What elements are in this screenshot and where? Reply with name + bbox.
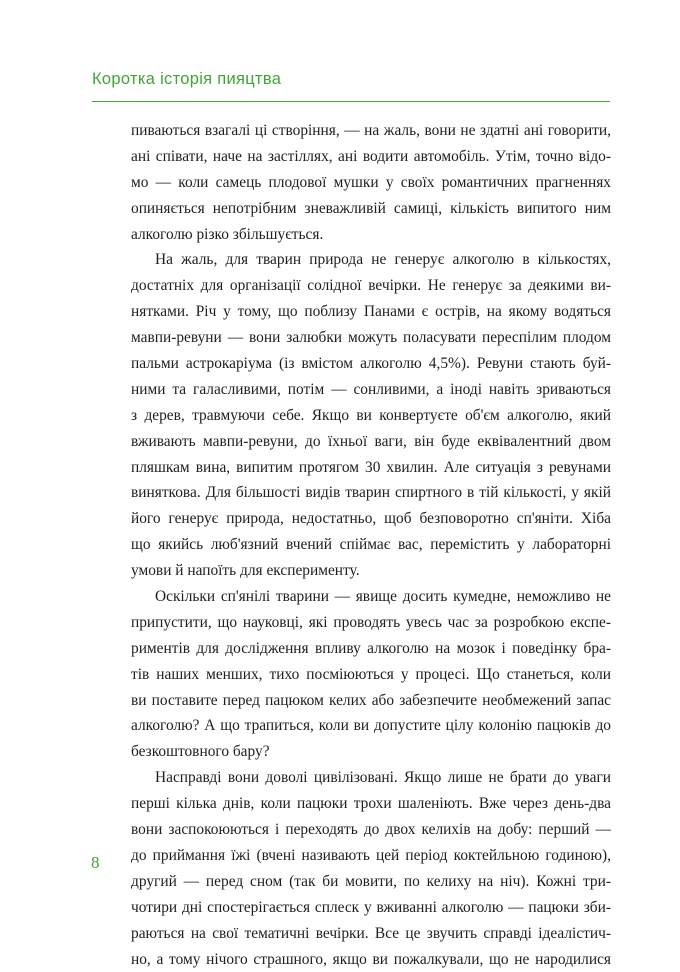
text-line: мо — коли самець плодової мушки у своїх романтичних прагненнях [131,170,611,196]
text-line: ними та галасливими, потім — сонливими, а іноді навіть зриваються [131,377,611,403]
text-line: що якийсь люб'язний вчений спіймає вас, перемістить у лабораторні [131,532,611,558]
paragraph-end-line: умови й напоїть для експерименту. [131,558,611,584]
text-line: пиваються взагалі ці створіння, — на жаль, вони не здатні ані говорити, [131,118,611,144]
text-line: припустити, що науковці, які проводять увесь час за розробкою експе- [131,610,611,636]
text-line: раються на свої тематичні вечірки. Все це звучить справді ідеалістич- [131,921,611,947]
paragraph-end-line: безкоштовного бару? [131,739,611,765]
text-line: ви поставите перед пацюком келих або забезпечите необмежений запас [131,688,611,714]
text-line: алкоголю? А що трапиться, коли ви допустите цілу колонію пацюків до [131,713,611,739]
header-rule [92,101,610,102]
text-line: другий — перед сном (так би мовити, по келиху на ніч). Кожні три- [131,869,611,895]
text-line: виняткова. Для більшості видів тварин спиртного в тій кількості, у якій [131,480,611,506]
text-line: перші кілька днів, коли пацюки трохи шаленіють. Вже через день-два [131,791,611,817]
text-line: мавпи-ревуни — вони залюбки можуть поласувати переспілим плодом [131,325,611,351]
text-line: до приймання їжі (вчені називають цей період коктейльною годиною), [131,843,611,869]
body-text [131,118,611,972]
page-number: 8 [91,853,100,873]
paragraph-first-line: Насправді вони доволі цивілізовані. Якщо лише не брати до уваги [131,765,611,791]
text-line: опиняється непотрібним зневажливій самиці, кількість випитого ним [131,196,611,222]
paragraph-end-line: алкоголю різко збільшується. [131,222,611,248]
text-line: його генерує природа, недостатньо, щоб безповоротно сп'яніти. Хіба [131,506,611,532]
text-line: чотири дні спостерігається сплеск у вживанні алкоголю — пацюки зби- [131,895,611,921]
running-head: Коротка історія пияцтва [92,70,281,89]
text-line: но, а тому нічого страшного, якщо ви пожалкували, що не народилися [131,947,611,972]
text-line: вони заспокоюються і переходять до двох келихів на добу: перший — [131,817,611,843]
text-line: з дерев, травмуючи себе. Якщо ви конвертуєте об'єм алкоголю, який [131,403,611,429]
text-line: пальми астрокаріума (із вмістом алкоголю 4,5%). Ревуни стають буй- [131,351,611,377]
paragraph-first-line: На жаль, для тварин природа не генерує алкоголю в кількостях, [131,247,611,273]
text-line: пляшкам вина, випитим протягом 30 хвилин. Але ситуація з ревунами [131,455,611,481]
text-line: риментів для дослідження впливу алкоголю на мозок і поведінку бра- [131,636,611,662]
paragraph-first-line: Оскільки сп'янілі тварини — явище досить кумедне, неможливо не [131,584,611,610]
text-line: нятками. Річ у тому, що поблизу Панами є острів, на якому водяться [131,299,611,325]
text-line: тів наших менших, тихо посміюються у процесі. Що станеться, коли [131,662,611,688]
text-line: ані співати, наче на застіллях, ані водити автомобіль. Утім, точно відо- [131,144,611,170]
text-line: достатніх для організації солідної вечірки. Не генерує за деякими ви- [131,273,611,299]
text-line: вживають мавпи-ревуни, до їхньої ваги, він буде еквівалентний двом [131,429,611,455]
